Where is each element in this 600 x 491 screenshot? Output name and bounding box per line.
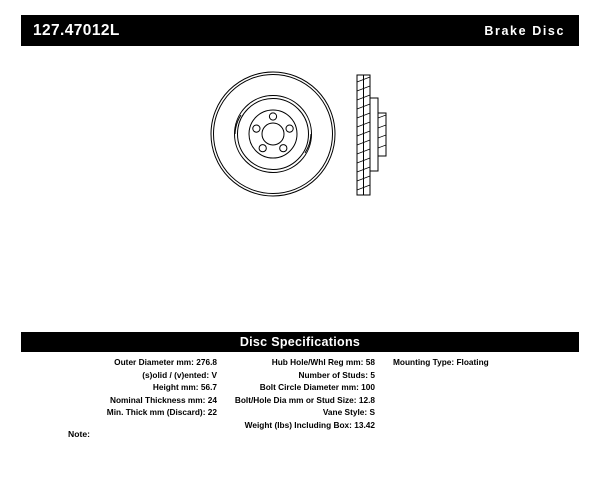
brake-disc-face-view (211, 72, 335, 196)
spec-value: 24 (207, 394, 217, 405)
spec-value: S (369, 407, 375, 418)
spec-row (21, 406, 217, 419)
spec-label: Height mm: (152, 382, 199, 393)
spec-row (21, 369, 217, 382)
spec-row (225, 381, 375, 394)
spec-row (225, 356, 375, 369)
spec-value: 13.42 (354, 419, 375, 430)
spec-label: Min. Thick mm (Discard): (106, 407, 206, 418)
note-field (68, 429, 90, 439)
note-label: Note: (68, 429, 90, 439)
spec-row (225, 394, 375, 407)
spec-label: Outer Diameter mm: (114, 357, 194, 367)
spec-column-3 (393, 356, 579, 369)
spec-column-2 (225, 356, 375, 432)
spec-row (21, 394, 217, 407)
spec-label: Mounting Type: (393, 357, 455, 367)
spec-label: Number of Studs: (298, 369, 369, 380)
spec-label: Vane Style: (322, 407, 368, 418)
spec-row (393, 356, 579, 369)
spec-value: 276.8 (196, 357, 217, 367)
spec-label: Nominal Thickness mm: (110, 394, 206, 405)
spec-row (225, 406, 375, 419)
spec-label: Bolt/Hole Dia mm or Stud Size: (234, 394, 357, 405)
spec-row (21, 381, 217, 394)
spec-row (225, 419, 375, 432)
part-number: 127.47012L (33, 21, 120, 39)
header-bar (21, 15, 579, 46)
spec-value: 22 (207, 407, 217, 418)
spec-value: V (211, 369, 217, 380)
spec-label: Hub Hole/Whl Reg mm: (271, 357, 364, 367)
brake-disc-edge-view (357, 75, 386, 195)
spec-value: 56.7 (200, 382, 217, 393)
spec-row (21, 356, 217, 369)
spec-value: 100 (361, 382, 375, 393)
spec-value: 5 (370, 369, 375, 380)
technical-drawing (200, 58, 420, 218)
spec-section-title-bar (21, 332, 579, 352)
spec-value: 12.8 (358, 394, 375, 405)
spec-columns (21, 356, 579, 436)
spec-value: Floating (456, 357, 489, 367)
spec-label: (s)olid / (v)ented: (142, 369, 210, 380)
spec-column-1 (21, 356, 217, 419)
drawing-svg (200, 58, 420, 218)
product-type-label: Brake Disc (484, 23, 565, 38)
spec-label: Bolt Circle Diameter mm: (259, 382, 359, 393)
spec-row (225, 369, 375, 382)
spec-value: 58 (365, 357, 375, 367)
spec-section-title: Disc Specifications (239, 335, 361, 349)
spec-label: Weight (lbs) Including Box: (244, 419, 352, 430)
